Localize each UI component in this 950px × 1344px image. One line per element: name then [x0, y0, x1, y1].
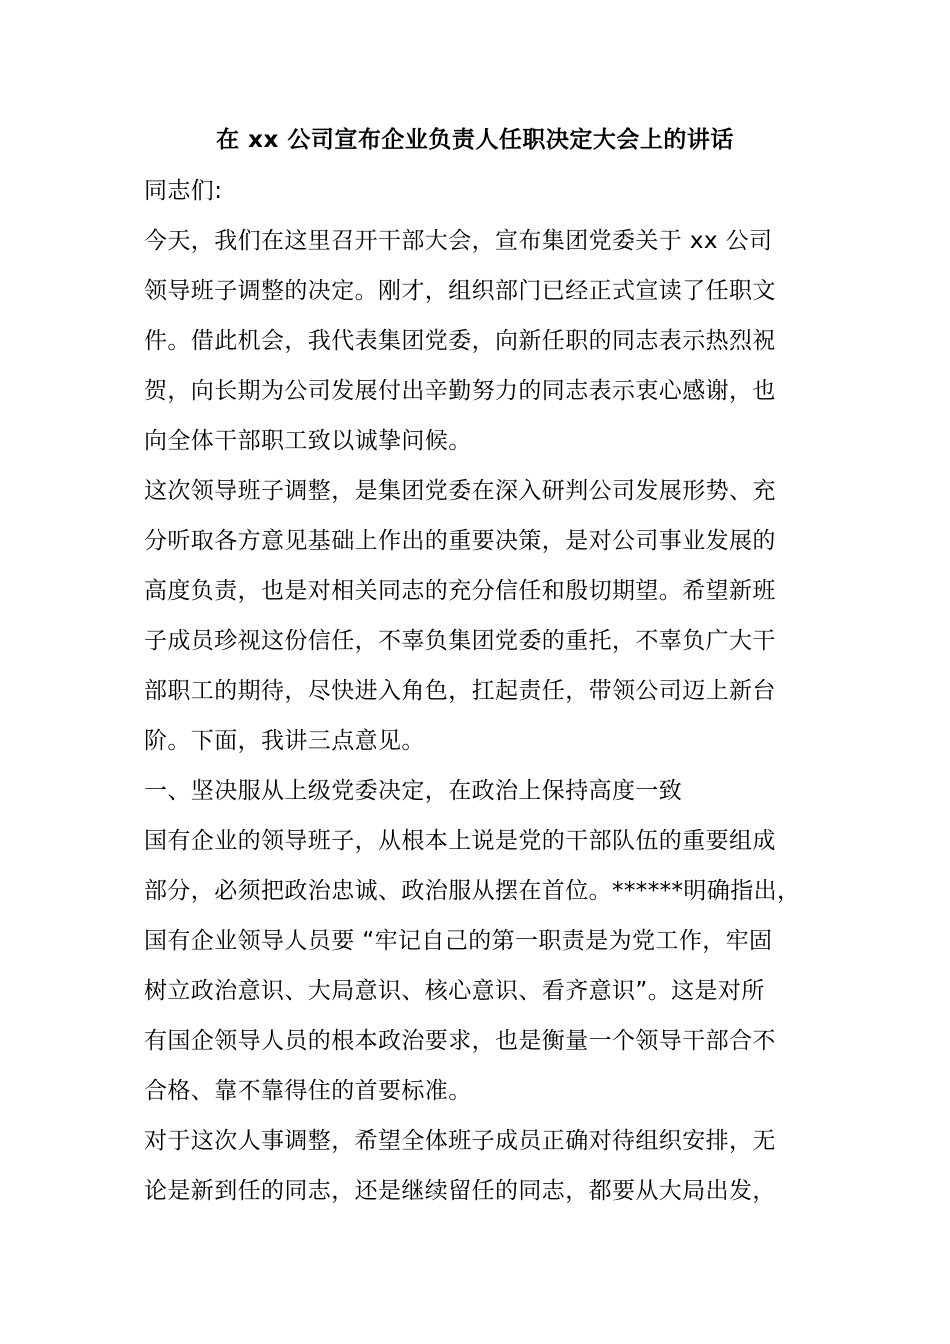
body-line: 件。借此机会，我代表集团党委，向新任职的同志表示热烈祝 [144, 328, 776, 354]
body-line: 部分，必须把政治忠诚、政治服从摆在首位。******明确指出， [144, 878, 801, 904]
body-line: 这次领导班子调整，是集团党委在深入研判公司发展形势、充 [144, 478, 776, 504]
body-line: 今天，我们在这里召开干部大会，宣布集团党委关于 xx 公司 [144, 228, 773, 254]
body-line: 阶。下面，我讲三点意见。 [144, 728, 425, 754]
section-heading: 一、坚决服从上级党委决定，在政治上保持高度一致 [144, 778, 683, 804]
body-line: 分听取各方意见基础上作出的重要决策，是对公司事业发展的 [144, 528, 776, 554]
body-line: 向全体干部职工致以诚挚问候。 [144, 428, 472, 454]
body-line: 部职工的期待，尽快进入角色，扛起责任，带领公司迈上新台 [144, 678, 776, 704]
body-line: 领导班子调整的决定。刚才，组织部门已经正式宣读了任职文 [144, 278, 776, 304]
body-line: 贺，向长期为公司发展付出辛勤努力的同志表示衷心感谢，也 [144, 378, 776, 404]
body-line: 国有企业的领导班子，从根本上说是党的干部队伍的重要组成 [144, 828, 776, 854]
document-body [144, 166, 834, 1216]
body-line: 国有企业领导人员要 “牢记自己的第一职责是为党工作，牢固 [144, 928, 773, 954]
body-line: 论是新到任的同志，还是继续留任的同志，都要从大局出发， [144, 1178, 776, 1204]
document-title: 在 xx 公司宣布企业负责人任职决定大会上的讲话 [216, 127, 734, 153]
body-line: 同志们: [144, 178, 223, 204]
body-line: 对于这次人事调整，希望全体班子成员正确对待组织安排，无 [144, 1128, 776, 1154]
body-line: 有国企领导人员的根本政治要求，也是衡量一个领导干部合不 [144, 1028, 776, 1054]
body-line: 子成员珍视这份信任，不辜负集团党委的重托，不辜负广大干 [144, 628, 776, 654]
body-line: 合格、靠不靠得住的首要标准。 [144, 1078, 472, 1104]
body-line: 高度负责，也是对相关同志的充分信任和殷切期望。希望新班 [144, 578, 776, 604]
body-line: 树立政治意识、大局意识、核心意识、看齐意识”。这是对所 [144, 978, 765, 1004]
